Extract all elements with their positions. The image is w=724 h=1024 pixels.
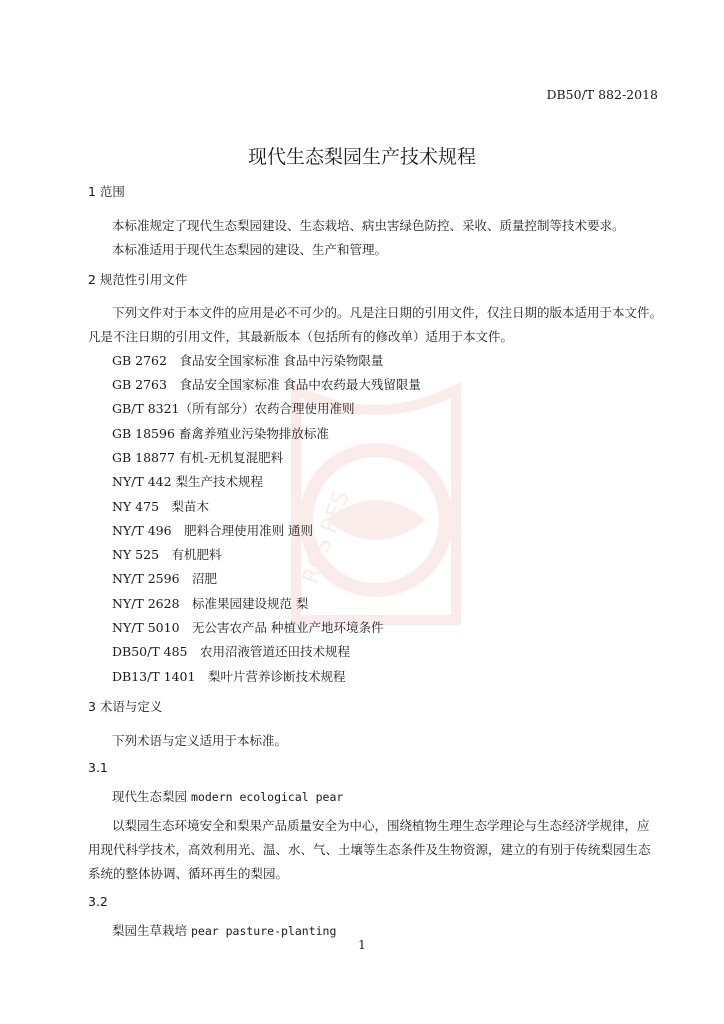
page-number: 1 bbox=[358, 938, 366, 952]
reference-item: NY/T 2596 沼肥 bbox=[112, 571, 218, 586]
term-3-2-number: 3.2 bbox=[88, 894, 108, 909]
section-2-intro-line-2: 凡是不注日期的引用文件，其最新版本（包括所有的修改单）适用于本文件。 bbox=[88, 329, 514, 344]
section-1-paragraph-2: 本标准适用于现代生态梨园的建设、生产和管理。 bbox=[112, 242, 388, 257]
reference-item: GB 2762 食品安全国家标准 食品中污染物限量 bbox=[112, 353, 384, 368]
reference-item: GB 18596 畜禽养殖业污染物排放标准 bbox=[112, 426, 329, 441]
watermark-text: ROS RES bbox=[298, 487, 355, 588]
reference-item: DB50/T 485 农用沼液管道还田技术规程 bbox=[112, 644, 350, 659]
reference-item: GB 18877 有机-无机复混肥料 bbox=[112, 450, 284, 465]
reference-item: GB 2763 食品安全国家标准 食品中农药最大残留限量 bbox=[112, 377, 421, 392]
standard-code: DB50/T 882-2018 bbox=[546, 87, 658, 102]
term-3-1-chinese: 现代生态梨园 bbox=[112, 789, 188, 804]
term-3-1-title bbox=[112, 787, 343, 805]
section-3-heading: 3 术语与定义 bbox=[88, 699, 163, 714]
term-3-2-title bbox=[112, 921, 336, 939]
page-title: 现代生态梨园生产技术规程 bbox=[247, 146, 476, 168]
reference-item: NY/T 2628 标准果园建设规范 梨 bbox=[112, 596, 309, 611]
term-3-1-definition-line-2: 用现代科学技术，高效利用光、温、水、气、土壤等生态条件及生物资源，建立的有别于传统梨园生态 bbox=[88, 842, 651, 857]
section-2-intro-line-1: 下列文件对于本文件的应用是必不可少的。凡是注日期的引用文件，仅注日期的版本适用于本文件。 bbox=[112, 305, 663, 320]
reference-item: NY/T 442 梨生产技术规程 bbox=[112, 474, 264, 489]
term-3-1-definition-line-1: 以梨园生态环境安全和梨果产品质量安全为中心，围绕植物生理生态学理论与生态经济学规律，应 bbox=[112, 818, 650, 833]
reference-item: GB/T 8321（所有部分）农药合理使用准则 bbox=[112, 401, 355, 416]
section-3-intro: 下列术语与定义适用于本标准。 bbox=[112, 733, 288, 748]
reference-item: NY 475 梨苗木 bbox=[112, 499, 210, 514]
reference-item: DB13/T 1401 梨叶片营养诊断技术规程 bbox=[112, 669, 346, 684]
section-1-heading: 1 范围 bbox=[88, 184, 125, 199]
reference-item: NY 525 有机肥料 bbox=[112, 547, 222, 562]
reference-item: NY/T 496 肥料合理使用准则 通则 bbox=[112, 523, 314, 538]
term-3-2-chinese: 梨园生草栽培 bbox=[112, 923, 188, 938]
term-3-1-english: modern ecological pear bbox=[191, 790, 344, 804]
term-3-1-definition-line-3: 系统的整体协调、循环再生的梨园。 bbox=[88, 866, 289, 881]
section-1-paragraph-1: 本标准规定了现代生态梨园建设、生态栽培、病虫害绿色防控、采收、质量控制等技术要求。 bbox=[112, 218, 625, 233]
reference-item: NY/T 5010 无公害农产品 种植业产地环境条件 bbox=[112, 620, 384, 635]
section-2-heading: 2 规范性引用文件 bbox=[88, 272, 188, 287]
term-3-1-number: 3.1 bbox=[88, 760, 108, 775]
term-3-2-english: pear pasture-planting bbox=[191, 924, 337, 938]
